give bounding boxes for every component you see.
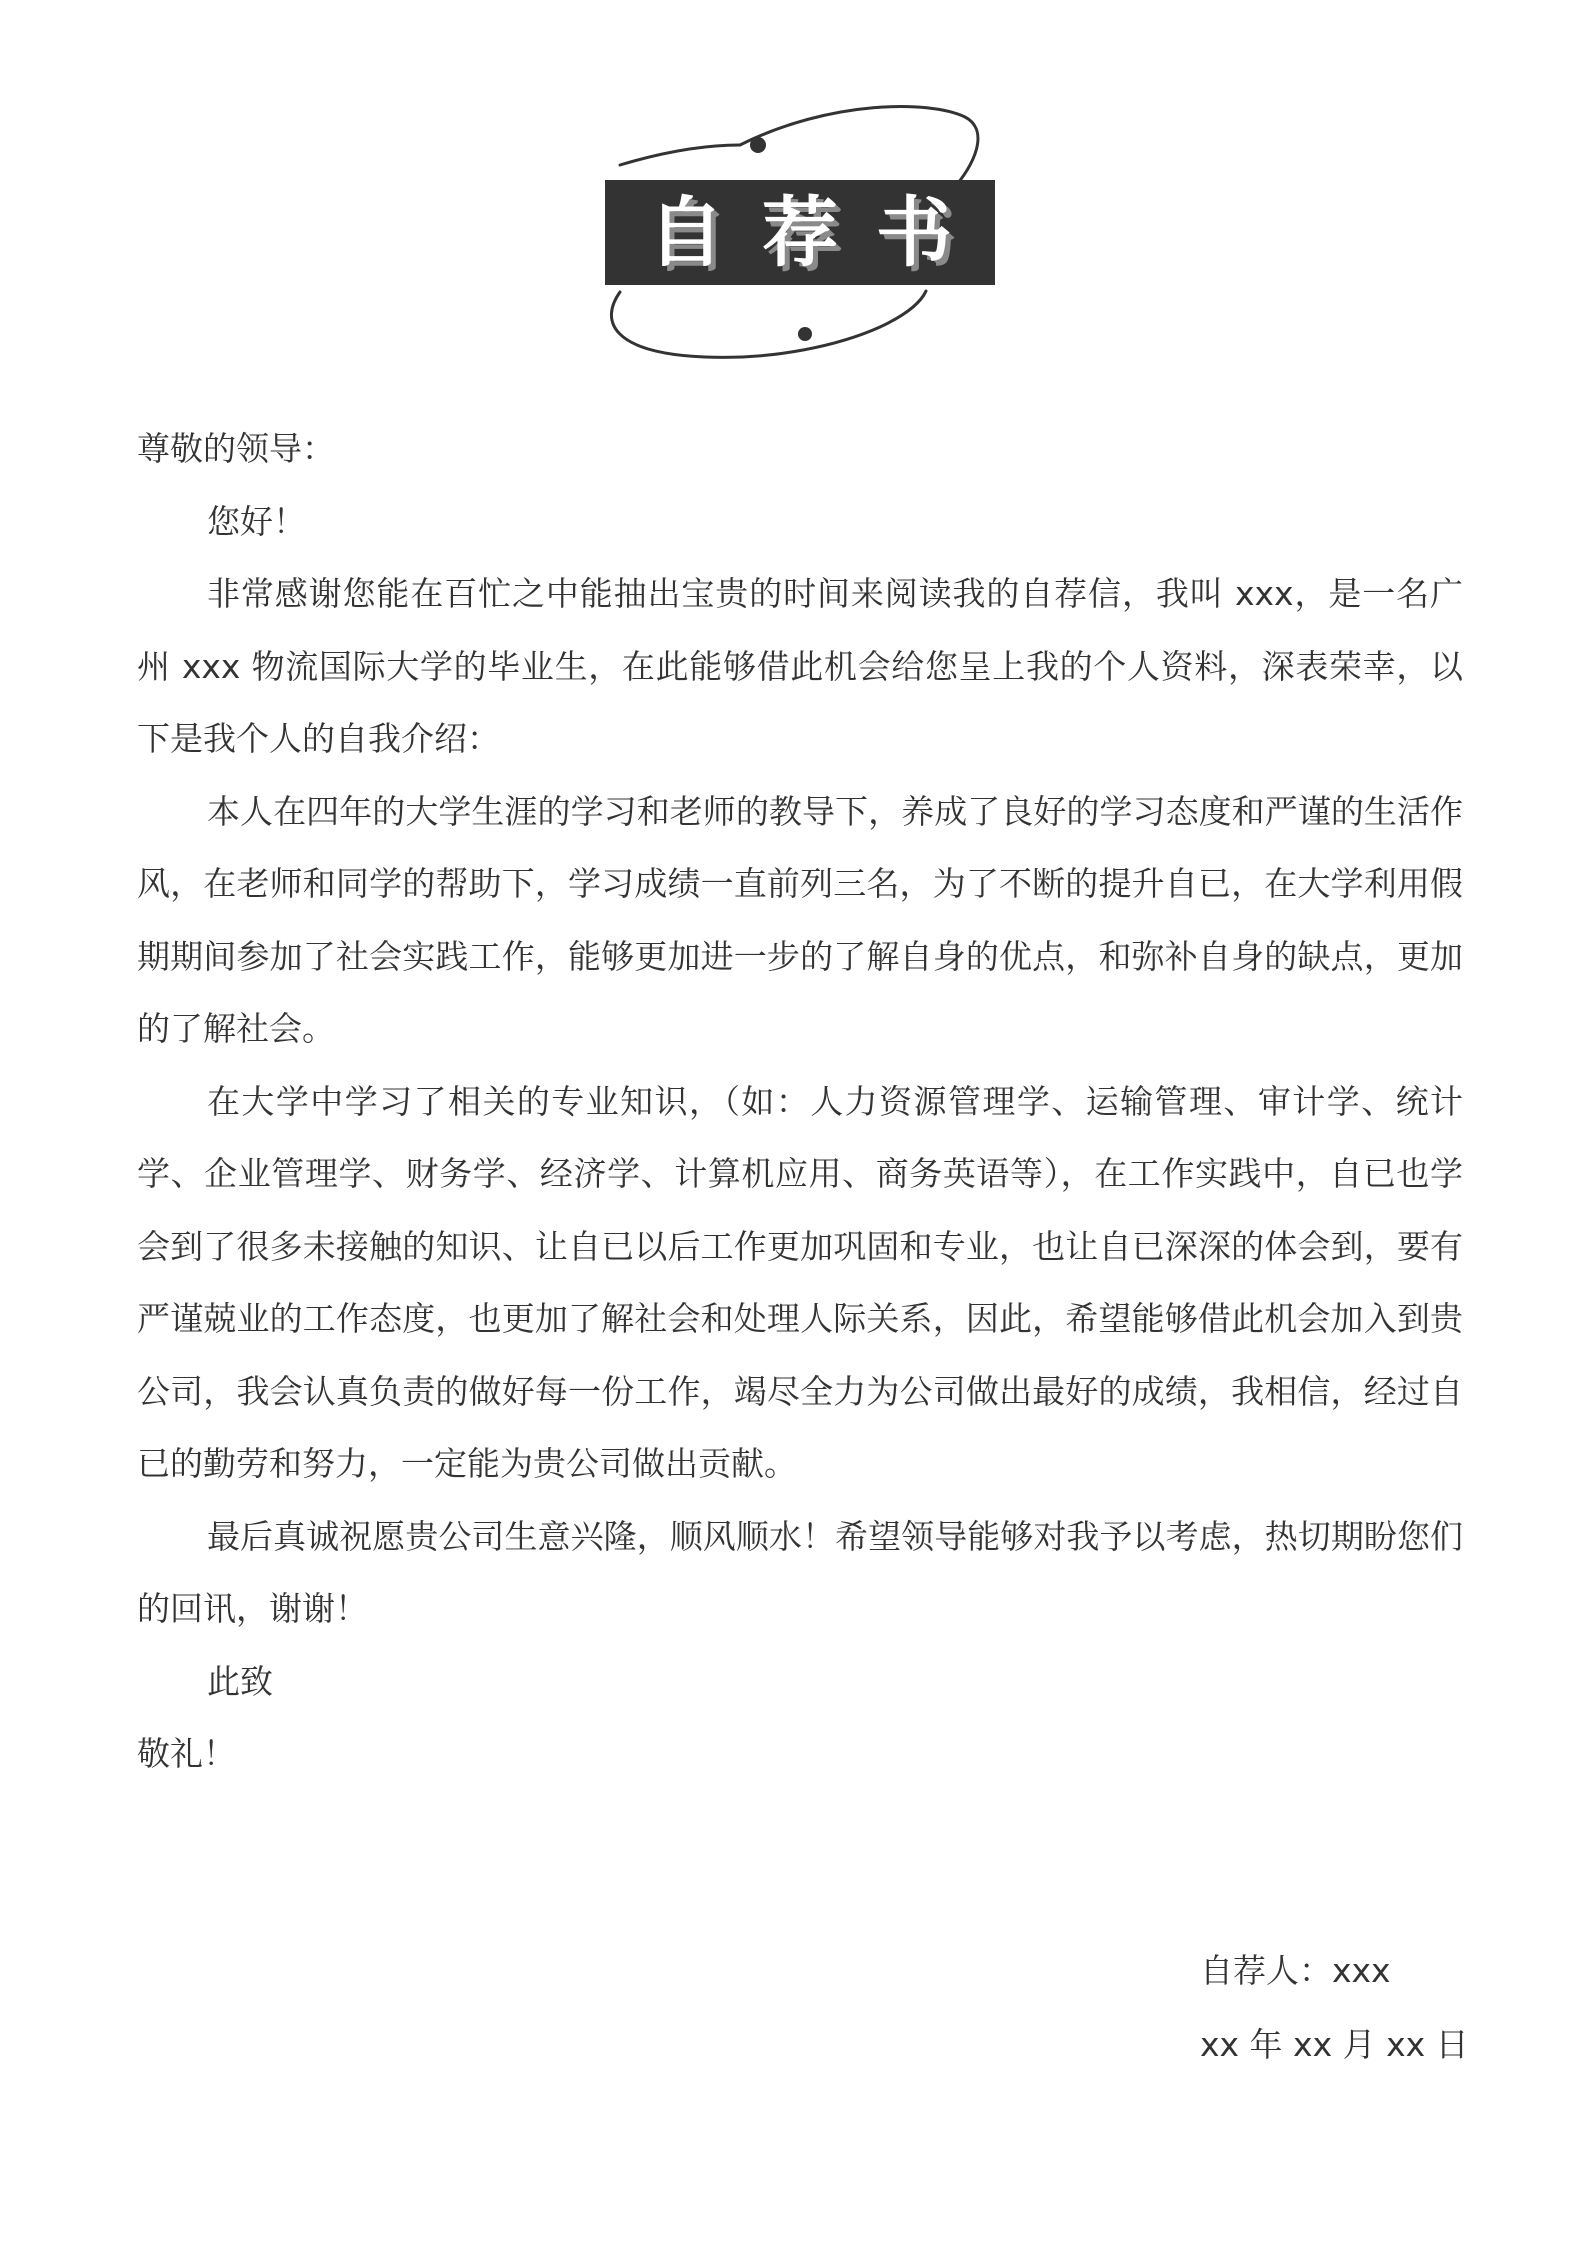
title-header — [590, 95, 1010, 375]
paragraph-1: 非常感谢您能在百忙之中能抽出宝贵的时间来阅读我的自荐信，我叫 xxx，是一名广州 xxx 物流国际大学的毕业生，在此能够借此机会给您呈上我的个人资料，深表荣幸，以下是我个人的自我介绍： — [137, 574, 1463, 758]
paragraph-4: 最后真诚祝愿贵公司生意兴隆，顺风顺水！希望领导能够对我予以考虑，热切期盼您们的回讯，谢谢！ — [137, 1516, 1463, 1628]
paragraph-3: 在大学中学习了相关的专业知识，（如：人力资源管理学、运输管理、审计学、统计学、企业管理学、财务学、经济学、计算机应用、商务英语等），在工作实践中，自已也学会到了很多未接触的知识、让自已以后工作更加巩固和专业，也让自已深深的体会到，要有严谨兢业的工作态度，也更加了解社会和处理人际关系，因此，希望能够借此机会加入到贵公司，我会认真负责的做好每一份工作，竭尽全力为公司做出最好的成绩，我相信，经过自已的勤劳和努力，一定能为贵公司做出贡献。 — [137, 1081, 1463, 1483]
hello: 您好！ — [207, 501, 306, 541]
paragraph-2: 本人在四年的大学生涯的学习和老师的教导下，养成了良好的学习态度和严谨的生活作风，在老师和同学的帮助下，学习成绩一直前列三名，为了不断的提升自已，在大学利用假期期间参加了社会实践工作，能够更加进一步的了解自身的优点，和弥补自身的缺点，更加的了解社会。 — [137, 791, 1463, 1048]
closing-regards: 敬礼！ — [137, 1734, 236, 1773]
title-box — [605, 180, 995, 285]
closing-salute: 此致 — [207, 1661, 273, 1701]
page-title: 自荐书 — [648, 187, 990, 277]
date: xx 年 xx 月 xx 日 — [1200, 2025, 1469, 2064]
greeting: 尊敬的领导： — [137, 429, 335, 468]
signature-block — [1200, 1934, 1469, 2082]
letter-body — [137, 413, 1463, 1791]
signer: 自荐人：xxx — [1200, 1951, 1391, 1990]
